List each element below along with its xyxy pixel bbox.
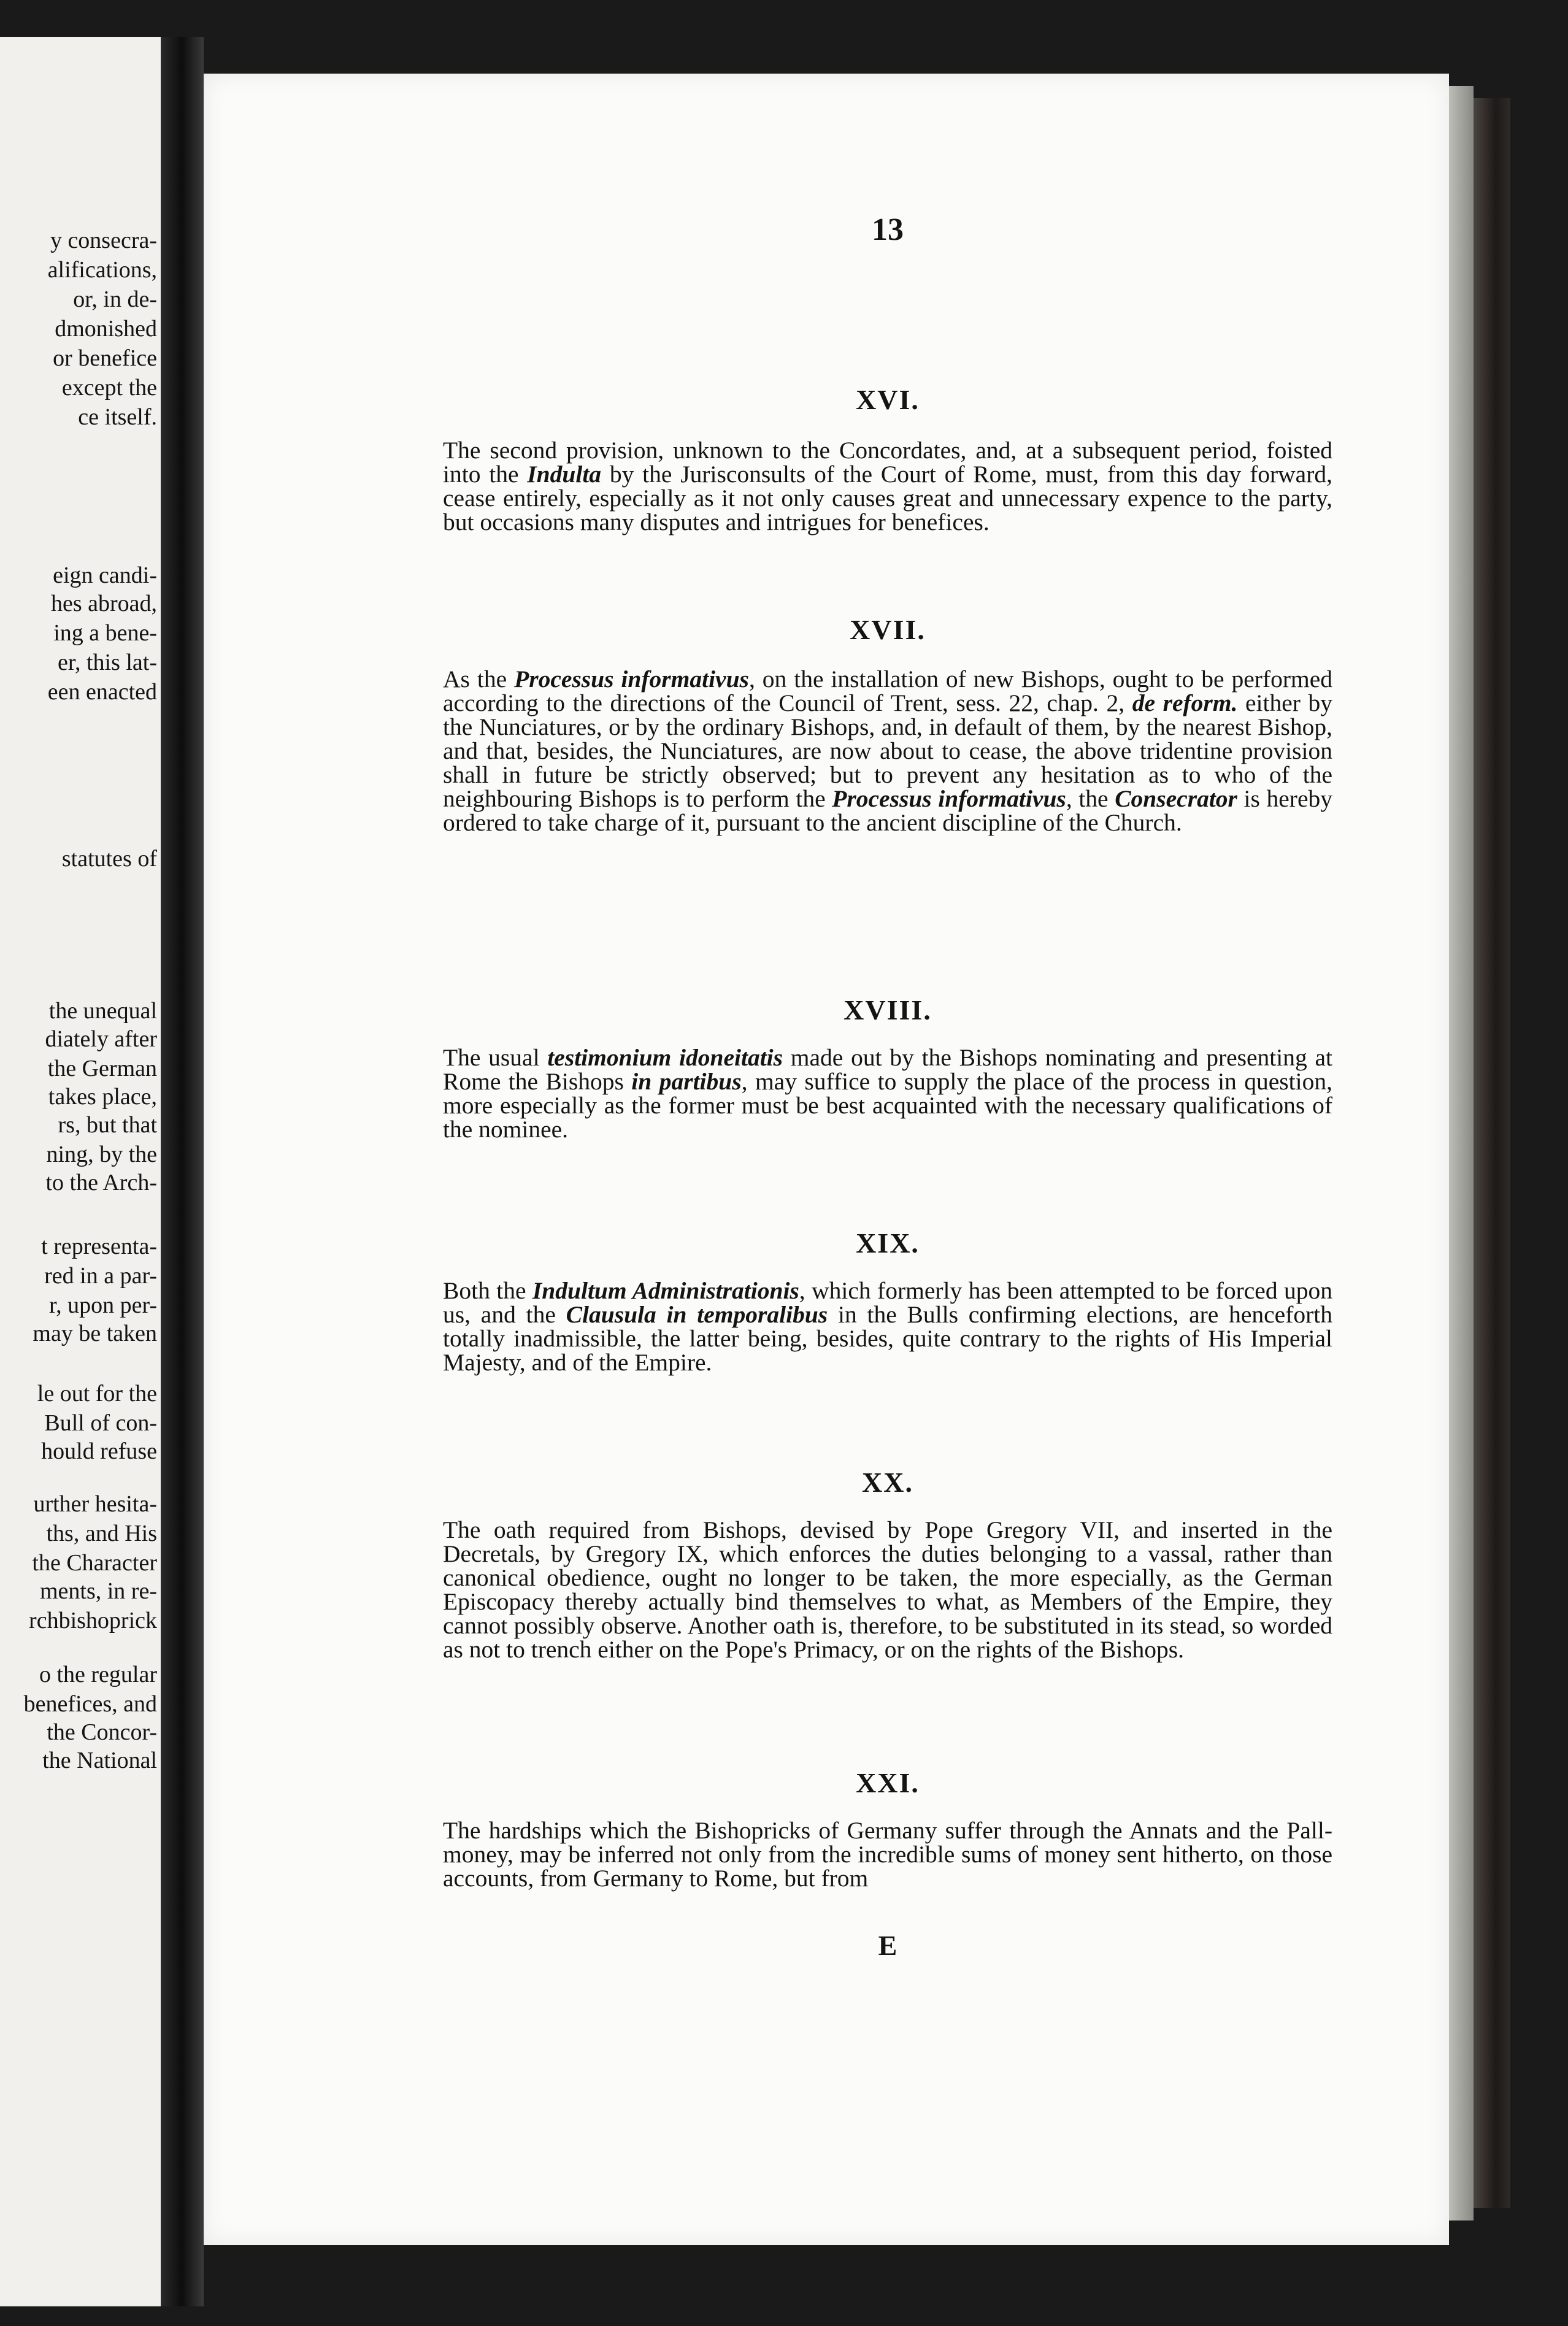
facing-page-line: or, in de- <box>73 286 157 312</box>
italic-term: Indulta <box>527 461 602 488</box>
text-run: , on the installation of new Bishops, ought to be performed according to the directions of the Council of Trent, sess. 22, chap. 2, <box>443 666 1333 716</box>
section-heading: XVI. <box>856 384 920 415</box>
italic-term: Indultum Administrationis <box>532 1277 799 1304</box>
text-run: As the <box>443 666 515 693</box>
facing-page-line: y consecra- <box>50 228 157 253</box>
facing-page-line: ning, by the <box>46 1142 157 1167</box>
facing-page-line: statutes of <box>61 846 157 872</box>
italic-term: de reform. <box>1132 689 1238 716</box>
facing-page-line: except the <box>61 375 157 401</box>
facing-page-line: eign candi- <box>53 562 157 588</box>
section-paragraph <box>443 1518 1332 1662</box>
text-run: , may suffice to supply the place of the process in question, more especially as the former must be best acquainted with the necessary qualifications of the nominee. <box>443 1068 1332 1143</box>
text-run: either by the Nunciatures, or by the ordinary Bishops, and, in default of them, by the nearest Bishop, and that, besides, the Nunciatures, are now about to cease, the above tridentine provision shall in future be strictly observed; but to prevent any hesitation as to who of the neighbouring Bishops is to perform the <box>443 689 1332 812</box>
text-run: is hereby ordered to take charge of it, pursuant to the ancient discipline of the Church. <box>443 785 1332 836</box>
facing-page-line: takes place, <box>48 1084 157 1110</box>
italic-term: Processus informativus <box>832 785 1066 812</box>
section-paragraph <box>443 1046 1332 1142</box>
text-run: , which formerly has been attempted to be forced upon us, and the <box>443 1277 1332 1328</box>
section-heading: XX. <box>862 1467 913 1498</box>
facing-page-line: er, this lat- <box>57 650 157 675</box>
text-run: The second provision, unknown to the Concordates, and, at a subsequent period, foisted into the <box>443 437 1332 488</box>
facing-page-line: the Character <box>32 1550 157 1576</box>
text-run: , the <box>1066 785 1115 812</box>
section-heading: XVII. <box>850 614 926 645</box>
text-run: The hardships which the Bishopricks of Germany suffer through the Annats and the Pall-money, may be inferred not only from the incredible sums of money sent hitherto, on those accounts, from Germany to Rome, but from <box>443 1817 1332 1892</box>
facing-page-line: red in a par- <box>44 1263 157 1289</box>
facing-page-line: ce itself. <box>78 404 157 430</box>
facing-page-line: rchbishoprick <box>29 1608 157 1633</box>
section-heading: XIX. <box>856 1227 920 1259</box>
italic-term: Consecrator <box>1115 785 1237 812</box>
signature-mark: E <box>878 1930 897 1961</box>
section-heading: XVIII. <box>844 994 932 1026</box>
facing-page-line: Bull of con- <box>44 1410 157 1436</box>
text-run: in the Bulls confirming elections, are henceforth totally inadmissible, the latter being, besides, quite contrary to the rights of His Imperial Majesty, and of the Empire. <box>443 1301 1332 1376</box>
page-number: 13 <box>872 212 904 247</box>
facing-page-line: rs, but that <box>58 1112 157 1138</box>
facing-page-line: hould refuse <box>41 1438 157 1464</box>
page-edge <box>1449 86 1474 2220</box>
facing-page-line: the German <box>47 1056 157 1081</box>
facing-page-line: benefices, and <box>23 1691 157 1717</box>
facing-page-line: alifications, <box>47 257 157 283</box>
italic-term: Processus informativus <box>514 666 749 693</box>
facing-page-line: the Concor- <box>47 1719 157 1745</box>
italic-term: Clausula in temporalibus <box>566 1301 828 1328</box>
facing-page-line: een enacted <box>47 679 157 705</box>
facing-page-line: diately after <box>45 1026 157 1052</box>
book-page <box>204 74 1449 2245</box>
facing-page-line: to the Arch- <box>45 1170 157 1196</box>
facing-page-line: the unequal <box>48 998 157 1024</box>
facing-page-line: t representa- <box>41 1234 157 1259</box>
italic-term: testimonium idoneitatis <box>547 1044 783 1071</box>
section-paragraph <box>443 667 1332 835</box>
text-run: by the Jurisconsults of the Court of Rome, must, from this day forward, cease entirely, especially as it not only causes great and unnecessary expence to the party, but occasions many disputes and intrigues for benefices. <box>443 461 1332 535</box>
facing-page-line: may be taken <box>33 1321 157 1346</box>
facing-page-line: dmonished <box>55 316 157 342</box>
text-run: The oath required from Bishops, devised by Pope Gregory VII, and inserted in the Decretals, by Gregory IX, which enforces the duties belonging to a vassal, rather than canonical obedience, ought no longer to be taken, the more especially, as the German Episcopacy thereby actually bind themselves to what, as Members of the Empire, they cannot possibly observe. Another oath is, therefore, to be substituted in its stead, so worded as not to trench either on the Pope's Primacy, or on the rights of the Bishops. <box>443 1516 1332 1663</box>
facing-page-line: ing a bene- <box>53 620 157 646</box>
text-run: Both the <box>443 1277 532 1304</box>
italic-term: in partibus <box>631 1068 742 1095</box>
text-run: The usual <box>443 1044 548 1071</box>
facing-page-line: r, upon per- <box>48 1292 157 1318</box>
facing-page <box>0 37 161 2306</box>
facing-page-line: urther hesita- <box>33 1491 157 1517</box>
facing-page-line: the National <box>42 1748 157 1773</box>
binding-edge <box>1474 98 1510 2208</box>
facing-page-line: o the regular <box>39 1662 157 1687</box>
section-heading: XXI. <box>856 1767 920 1798</box>
facing-page-line: or benefice <box>53 345 157 371</box>
text-run: made out by the Bishops nominating and presenting at Rome the Bishops <box>443 1044 1332 1095</box>
facing-page-line: le out for the <box>37 1381 157 1407</box>
section-paragraph <box>443 1819 1332 1890</box>
facing-page-line: ments, in re- <box>39 1578 157 1604</box>
facing-page-line: ths, and His <box>46 1521 157 1546</box>
facing-page-line: hes abroad, <box>50 591 157 616</box>
section-paragraph <box>443 1279 1332 1375</box>
section-paragraph <box>443 439 1332 534</box>
book-gutter <box>161 37 204 2306</box>
